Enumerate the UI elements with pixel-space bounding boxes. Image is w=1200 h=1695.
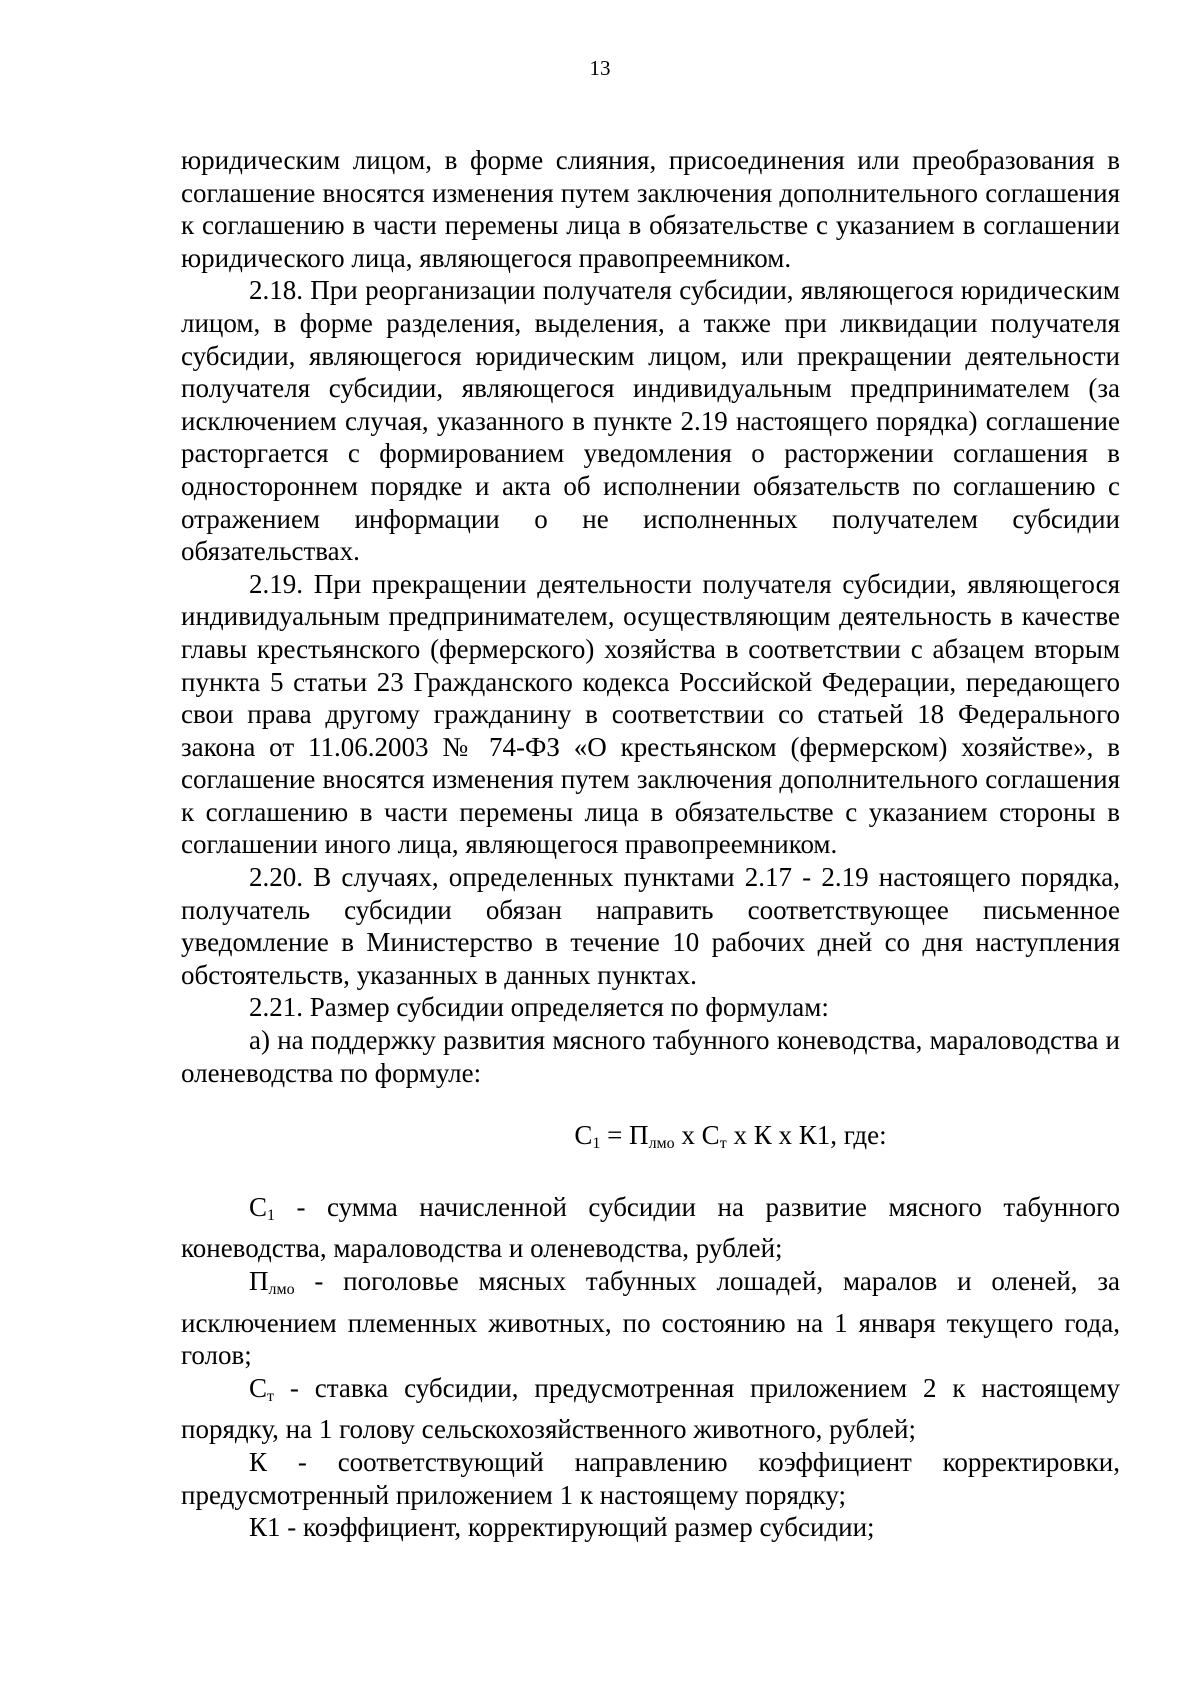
definition-text: - поголовье мясных табунных лошадей, маралов и оленей, за исключением племенных животных, по состоянию на 1 января текущего года, голов; bbox=[181, 1266, 1120, 1371]
paragraph-2-21: 2.21. Размер субсидии определяется по формулам: bbox=[249, 992, 829, 1023]
definition-plmo bbox=[181, 1265, 1120, 1372]
formula-p-sub: лмо bbox=[648, 1135, 675, 1153]
page-number: 13 bbox=[589, 56, 611, 80]
definition-c1 bbox=[181, 1191, 1120, 1265]
definition-text: - сумма начисленной субсидии на развитие мясного табунного коневодства, мараловодства и оленеводства, рублей; bbox=[181, 1191, 1120, 1264]
document-body bbox=[181, 144, 1120, 1544]
definition-ct bbox=[181, 1372, 1120, 1446]
definition-symbol-sub: т bbox=[267, 1387, 275, 1405]
formula-c1: С bbox=[574, 1120, 593, 1151]
definition-symbol: С bbox=[249, 1372, 268, 1403]
formula-eq: = П bbox=[600, 1120, 649, 1151]
definition-k1: К1 - коэффициент, корректирующий размер субсидии; bbox=[249, 1512, 875, 1543]
formula-c1-sub: 1 bbox=[592, 1135, 601, 1153]
paragraph-continuation: юридическим лицом, в форме слияния, присоединения или преобразования в соглашение вносятся изменения путем заключения дополнительного соглашения к соглашению в части перемены лица в обязательстве с указанием в соглашении юридического лица, являющегося правопреемником. bbox=[181, 145, 1120, 273]
definition-symbol-sub: 1 bbox=[267, 1206, 276, 1224]
formula-ct-sub: т bbox=[719, 1135, 727, 1153]
definition-symbol: П bbox=[249, 1266, 269, 1296]
definition-text: - ставка субсидии, предусмотренная приложением 2 к настоящему порядку, на 1 голову сельскохозяйственного животного, рублей; bbox=[181, 1372, 1120, 1445]
definition-k: К - соответствующий направлению коэффициент корректировки, предусмотренный приложением 1 к настоящему порядку; bbox=[181, 1446, 1120, 1510]
paragraph-2-20: 2.20. В случаях, определенных пунктами 2.17 - 2.19 настоящего порядка, получатель субсидии обязан направить соответствующее письменное уведомление в Министерство в течение 10 рабочих дней со дня наступления обстоятельств, указанных в данных пунктах. bbox=[181, 862, 1120, 990]
formula-rest: х К х К1, где: bbox=[726, 1120, 887, 1151]
formula-x1: х С bbox=[674, 1120, 720, 1151]
paragraph-2-19: 2.19. При прекращении деятельности получателя субсидии, являющегося индивидуальным предпринимателем, осуществляющим деятельность в качестве главы крестьянского (фермерского) хозяйства в соответствии с абзацем вторым пункта 5 статьи 23 Гражданского кодекса Российской Федерации, передающего свои права другому гражданину в соответствии со статьей 18 Федерального закона от 11.06.2003 № 74-ФЗ «О крестьянском (фермерском) хозяйстве», в соглашение вносятся изменения путем заключения дополнительного соглашения к соглашению в части перемены лица в обязательстве с указанием стороны в соглашении иного лица, являющегося правопреемником. bbox=[181, 568, 1120, 860]
subsidy-formula bbox=[181, 1119, 1120, 1161]
definition-symbol: С bbox=[249, 1191, 268, 1222]
paragraph-item-a: а) на поддержку развития мясного табунного коневодства, мараловодства и оленеводства по формуле: bbox=[181, 1025, 1120, 1088]
paragraph-2-18: 2.18. При реорганизации получателя субсидии, являющегося юридическим лицом, в форме разделения, выделения, а также при ликвидации получателя субсидии, являющегося юридическим лицом, или прекращении деятельности получателя субсидии, являющегося индивидуальным предпринимателем (за исключением случая, указанного в пункте 2.19 настоящего порядка) соглашение расторгается с формированием уведомления о расторжении соглашения в одностороннем порядке и акта об исполнении обязательств по соглашению с отражением информации о не исполненных получателем субсидии обязательствах. bbox=[181, 275, 1120, 567]
definition-symbol-sub: лмо bbox=[268, 1281, 295, 1298]
